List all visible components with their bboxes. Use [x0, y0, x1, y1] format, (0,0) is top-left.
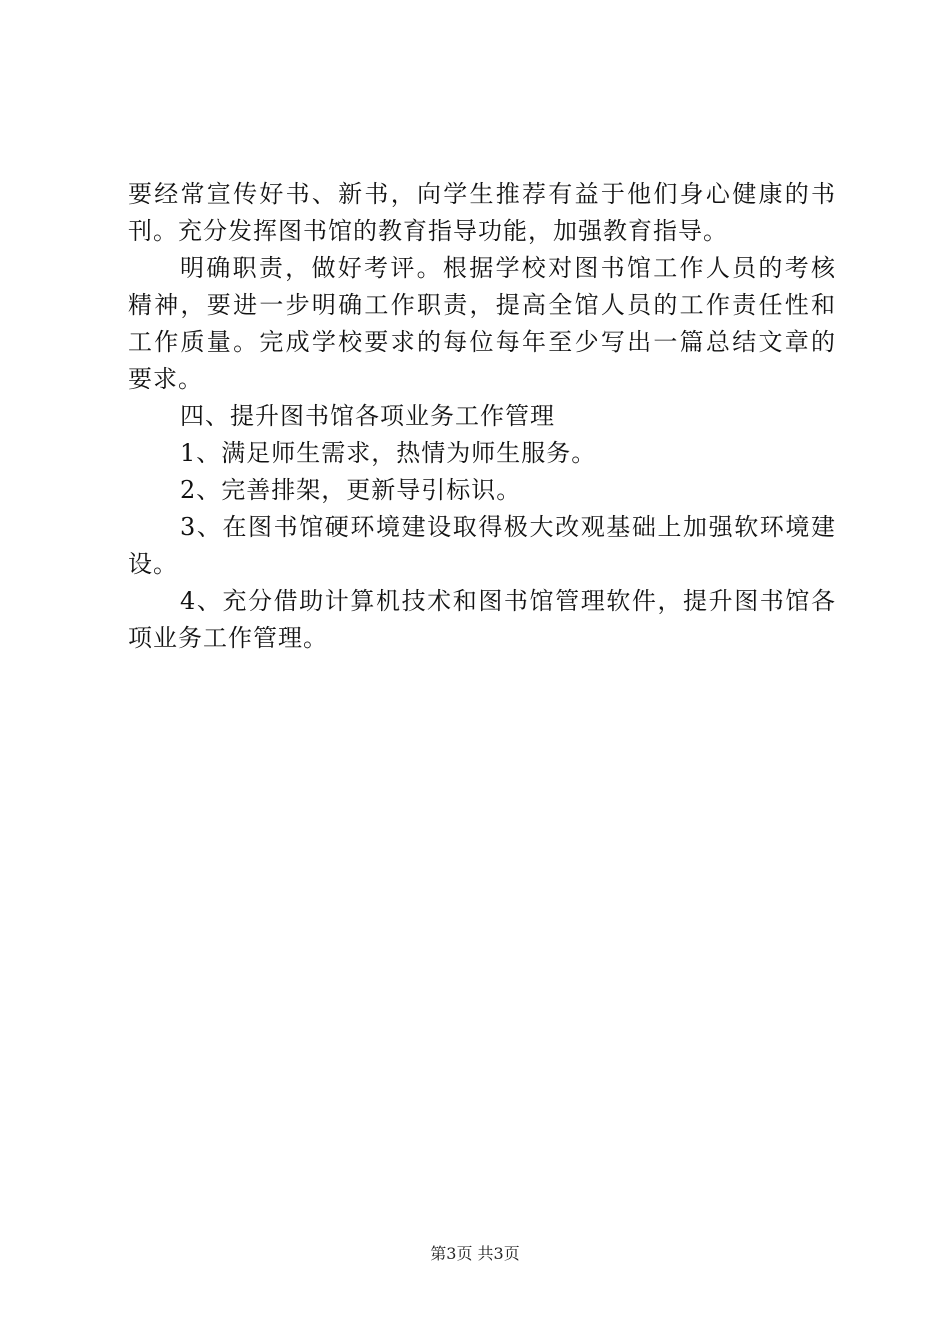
- text-line: 3、在图书馆硬环境建设取得极大改观基础上加强软环境建: [180, 513, 836, 541]
- text-line: 要求。: [128, 365, 203, 393]
- text-line: 明确职责，做好考评。根据学校对图书馆工作人员的考核: [180, 254, 836, 282]
- text-line: 1、满足师生需求，热情为师生服务。: [180, 439, 597, 467]
- document-body: [128, 176, 836, 657]
- text-line: 4、充分借助计算机技术和图书馆管理软件，提升图书馆各: [180, 587, 836, 615]
- text-line: 项业务工作管理。: [128, 624, 328, 652]
- page-footer: 第3页 共3页: [430, 1244, 520, 1263]
- text-line: 2、完善排架，更新导引标识。: [180, 476, 522, 504]
- text-line: 要经常宣传好书、新书，向学生推荐有益于他们身心健康的书: [128, 180, 836, 208]
- text-line: 刊。充分发挥图书馆的教育指导功能，加强教育指导。: [128, 217, 728, 245]
- text-line: 工作质量。完成学校要求的每位每年至少写出一篇总结文章的: [128, 328, 836, 356]
- text-line: 四、提升图书馆各项业务工作管理: [180, 402, 555, 430]
- text-line: 设。: [128, 550, 178, 578]
- text-line: 精神，要进一步明确工作职责，提高全馆人员的工作责任性和: [128, 291, 836, 319]
